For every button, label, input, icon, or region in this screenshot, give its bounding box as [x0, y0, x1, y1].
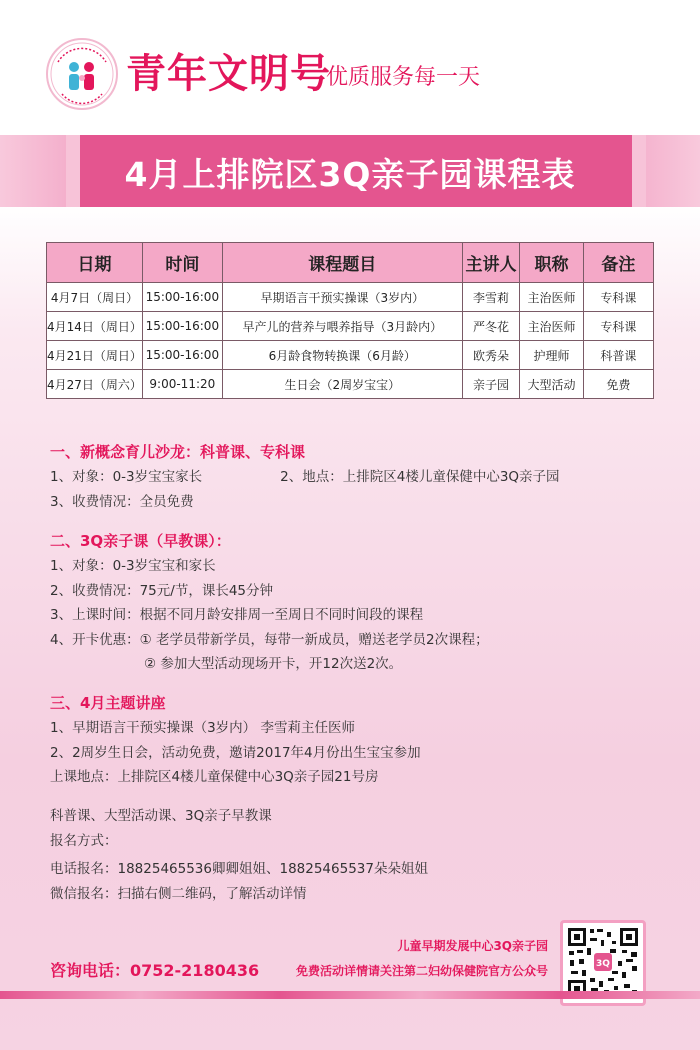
cell-title: 护理师: [520, 341, 584, 370]
cell-title: 主治医师: [520, 283, 584, 312]
cell-time: 15:00-16:00: [142, 312, 222, 341]
info-line: ② 参加大型活动现场开卡，开12次送2次。: [144, 656, 403, 672]
cell-date: 4月21日（周日）: [47, 341, 143, 370]
cell-note: 科普课: [583, 341, 653, 370]
schedule-table: [46, 242, 654, 399]
consult-phone: 咨询电话：0752-2180436: [50, 961, 260, 980]
cell-speaker: 亲子园: [462, 370, 519, 399]
title-band: [0, 135, 700, 207]
column-header-topic: 课程题目: [222, 243, 462, 283]
location-text: 2、地点：上排院区4楼儿童保健中心3Q亲子园: [280, 469, 560, 485]
info-line: 微信报名：扫描右侧二维码，了解活动详情: [50, 885, 307, 902]
info-line: 1、早期语言干预实操课（3岁内） 李雪莉主任医师: [50, 720, 355, 736]
cell-topic: 生日会（2周岁宝宝）: [222, 370, 462, 399]
logo-emblem-icon: [48, 40, 116, 108]
column-header-title: 职称: [520, 243, 584, 283]
table-row: [47, 370, 654, 399]
column-header-speaker: 主讲人: [462, 243, 519, 283]
info-line: 科普课、大型活动课、3Q亲子早教课: [50, 808, 272, 824]
cell-time: 15:00-16:00: [142, 283, 222, 312]
info-line: 上课地点：上排院区4楼儿童保健中心3Q亲子园21号房: [50, 769, 379, 785]
section-heading: 一、新概念育儿沙龙：科普课、专科课: [50, 443, 306, 461]
cell-date: 4月7日（周日）: [47, 283, 143, 312]
cell-speaker: 欧秀朵: [462, 341, 519, 370]
footer-note: 免费活动详情请关注第二妇幼保健院官方公众号: [295, 964, 548, 978]
info-line: [50, 465, 670, 490]
footer-org: 儿童早期发展中心3Q亲子园: [397, 939, 548, 953]
qr-badge-text: 3Q: [596, 959, 610, 969]
column-header-note: 备注: [583, 243, 653, 283]
cell-speaker: 严冬花: [462, 312, 519, 341]
info-line: 2、收费情况：75元/节，课长45分钟: [50, 582, 273, 599]
section-salon: [50, 439, 670, 514]
info-line: 电话报名：18825465536卿卿姐姐、18825465537朵朵姐姐: [50, 861, 428, 877]
table-row: [47, 312, 654, 341]
qr-code-icon: [566, 926, 640, 1000]
cell-date: 4月14日（周日）: [47, 312, 143, 341]
section-parent-child-class: [50, 528, 670, 677]
hospital-logo: [46, 38, 118, 110]
cell-topic: 早产儿的营养与喂养指导（3月龄内）: [222, 312, 462, 341]
info-line: 4、开卡优惠：① 老学员带新学员，每带一新成员，赠送老学员2次课程；: [50, 631, 489, 648]
cell-title: 大型活动: [520, 370, 584, 399]
header: [0, 0, 700, 130]
section-lectures: [50, 690, 670, 790]
table-header-row: [47, 243, 654, 283]
slogan: 优质服务每一天: [326, 65, 481, 90]
cell-time: 9:00-11:20: [142, 370, 222, 399]
info-line: 2、2周岁生日会，活动免费，邀请2017年4月份出生宝宝参加: [50, 744, 421, 761]
cell-speaker: 李雪莉: [462, 283, 519, 312]
info-line: 1、对象：0-3岁宝宝和家长: [50, 558, 216, 574]
column-header-date: 日期: [47, 243, 143, 283]
column-header-time: 时间: [142, 243, 222, 283]
section-heading: 二、3Q亲子课（早教课）：: [50, 532, 231, 550]
section-registration: [50, 857, 670, 906]
cell-note: 专科课: [583, 312, 653, 341]
table-row: [47, 283, 654, 312]
info-line: 3、收费情况：全员免费: [50, 493, 194, 510]
info-line: 3、上课时间：根据不同月龄安排周一至周日不同时间段的课程: [50, 607, 424, 623]
brand-name: 青年文明号: [126, 50, 331, 97]
bottom-decor-bar: [0, 991, 700, 999]
cell-note: 专科课: [583, 283, 653, 312]
cell-time: 15:00-16:00: [142, 341, 222, 370]
cell-topic: 早期语言干预实操课（3岁内）: [222, 283, 462, 312]
section-heading: 三、4月主题讲座: [50, 694, 166, 712]
cell-topic: 6月龄食物转换课（6月龄）: [222, 341, 462, 370]
info-line: 报名方式：: [50, 832, 118, 849]
page-title: 4月上排院区3Q亲子园课程表: [124, 155, 576, 194]
audience-text: 1、对象：0-3岁宝宝家长: [50, 469, 203, 485]
table-row: [47, 341, 654, 370]
section-course-types: [50, 804, 670, 853]
cell-title: 主治医师: [520, 312, 584, 341]
cell-date: 4月27日（周六）: [47, 370, 143, 399]
cell-note: 免费: [583, 370, 653, 399]
